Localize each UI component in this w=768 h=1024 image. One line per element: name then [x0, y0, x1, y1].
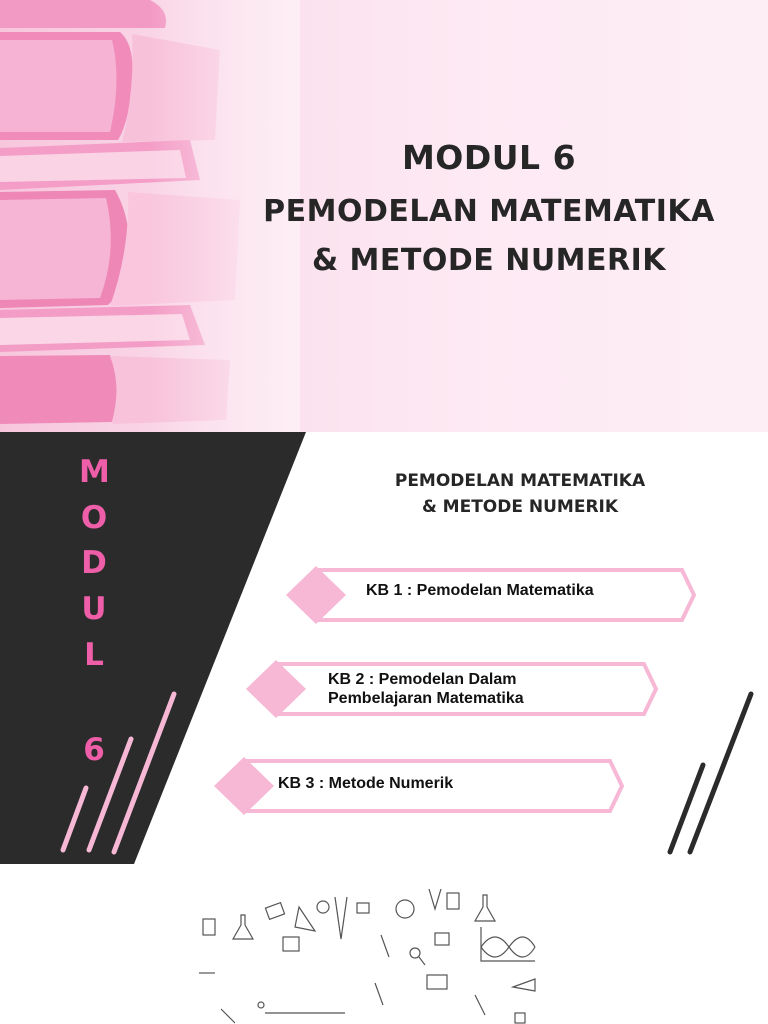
science-doodles-icon	[195, 887, 555, 1024]
vertical-letter: L	[84, 637, 104, 673]
kb-1-label: KB 1 : Pemodelan Matematika	[366, 582, 594, 599]
vertical-letter: M	[79, 454, 110, 490]
kb-item-2	[246, 660, 660, 718]
cover-title-line2: & METODE NUMERIK	[311, 243, 667, 278]
vertical-letter: D	[81, 545, 107, 581]
cover-section	[0, 0, 768, 432]
vertical-letter: U	[81, 591, 107, 627]
cover-title-line1: PEMODELAN MATEMATIKA	[263, 194, 715, 229]
contents-title-line2: & METODE NUMERIK	[421, 497, 619, 517]
vertical-letter: 6	[83, 732, 105, 768]
cover-module-label: MODUL 6	[401, 138, 577, 177]
vertical-letter: O	[80, 500, 108, 536]
contents-title-line1: PEMODELAN MATEMATIKA	[394, 471, 646, 491]
kb-2-label-line2: Pembelajaran Matematika	[328, 690, 524, 707]
kb-item-3	[214, 757, 626, 815]
kb-2-label-line1: KB 2 : Pemodelan Dalam	[328, 671, 517, 688]
contents-section	[0, 432, 768, 1024]
kb-item-1	[286, 566, 698, 624]
kb-3-label: KB 3 : Metode Numerik	[278, 775, 454, 792]
